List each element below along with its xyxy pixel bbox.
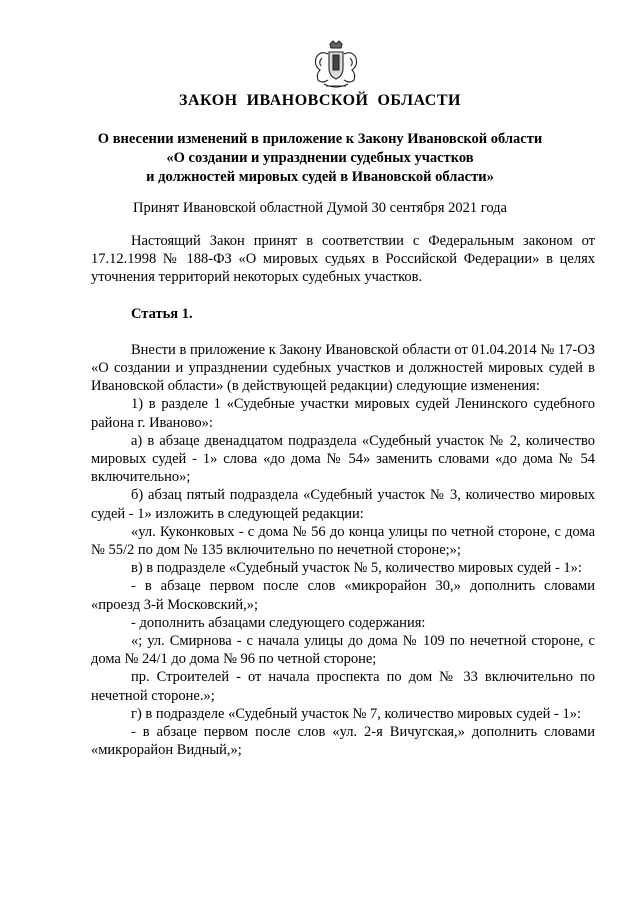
article-heading: Статья 1.	[131, 305, 193, 322]
body-paragraph: Внести в приложение к Закону Ивановской области от 01.04.2014 № 17-ОЗ «О создании и упразднении судебных участков и должностей мировых судей в Ивановской области» (в действующей редакции) следующие изменения:	[91, 341, 595, 395]
body-paragraph: 1) в разделе 1 «Судебные участки мировых судей Ленинского судебного района г. Иваново»:	[91, 396, 595, 431]
body-paragraph: в) в подразделе «Судебный участок № 5, количество мировых судей - 1»:	[131, 560, 582, 577]
body-paragraph: б) абзац пятый подраздела «Судебный участок № 3, количество мировых судей - 1» изложить в следующей редакции:	[91, 487, 595, 522]
body-paragraph: - в абзаце первом после слов «ул. 2-я Вичугская,» дополнить словами «микрорайон Видный,»;	[91, 724, 595, 759]
law-body	[91, 232, 595, 759]
body-paragraph: «ул. Куконковых - с дома № 56 до конца улицы по четной стороне, с дома № 55/2 по дом № 135 включительно по нечетной стороне;»;	[91, 523, 595, 559]
subtitle-line: «О создании и упразднении судебных участков	[166, 150, 474, 166]
body-paragraph: г) в подразделе «Судебный участок № 7, количество мировых судей - 1»:	[131, 705, 582, 722]
body-paragraph: - дополнить абзацами следующего содержания:	[131, 614, 426, 631]
adoption-line: Принят Ивановской областной Думой 30 сентября 2021 года	[133, 200, 507, 216]
body-paragraph: - в абзаце первом после слов «микрорайон 30,» дополнить словами «проезд 3-й Московский,»;	[91, 578, 595, 613]
body-paragraph: а) в абзаце двенадцатом подраздела «Судебный участок № 2, количество мировых судей - 1» слова «до дома № 54» заменить словами «до дома № 54 включительно»;	[91, 432, 595, 486]
body-paragraph: пр. Строителей - от начала проспекта по дом № 33 включительно по нечетной стороне.»;	[91, 669, 595, 704]
coat-of-arms-icon	[312, 40, 360, 90]
preamble-paragraph: Настоящий Закон принят в соответствии с Федеральным законом от 17.12.1998 № 188-ФЗ «О мировых судьях в Российской Федерации» в целях уточнения территорий некоторых судебных участков.	[91, 233, 595, 286]
law-title: ЗАКОН ИВАНОВСКОЙ ОБЛАСТИ	[179, 92, 461, 109]
law-subtitle	[60, 130, 580, 187]
body-paragraph: «; ул. Смирнова - с начала улицы до дома № 109 по нечетной стороне, с дома № 24/1 до дома № 96 по четной стороне;	[91, 633, 595, 668]
subtitle-line: и должностей мировых судей в Ивановской области»	[146, 169, 494, 185]
subtitle-line: О внесении изменений в приложение к Закону Ивановской области	[97, 131, 543, 147]
